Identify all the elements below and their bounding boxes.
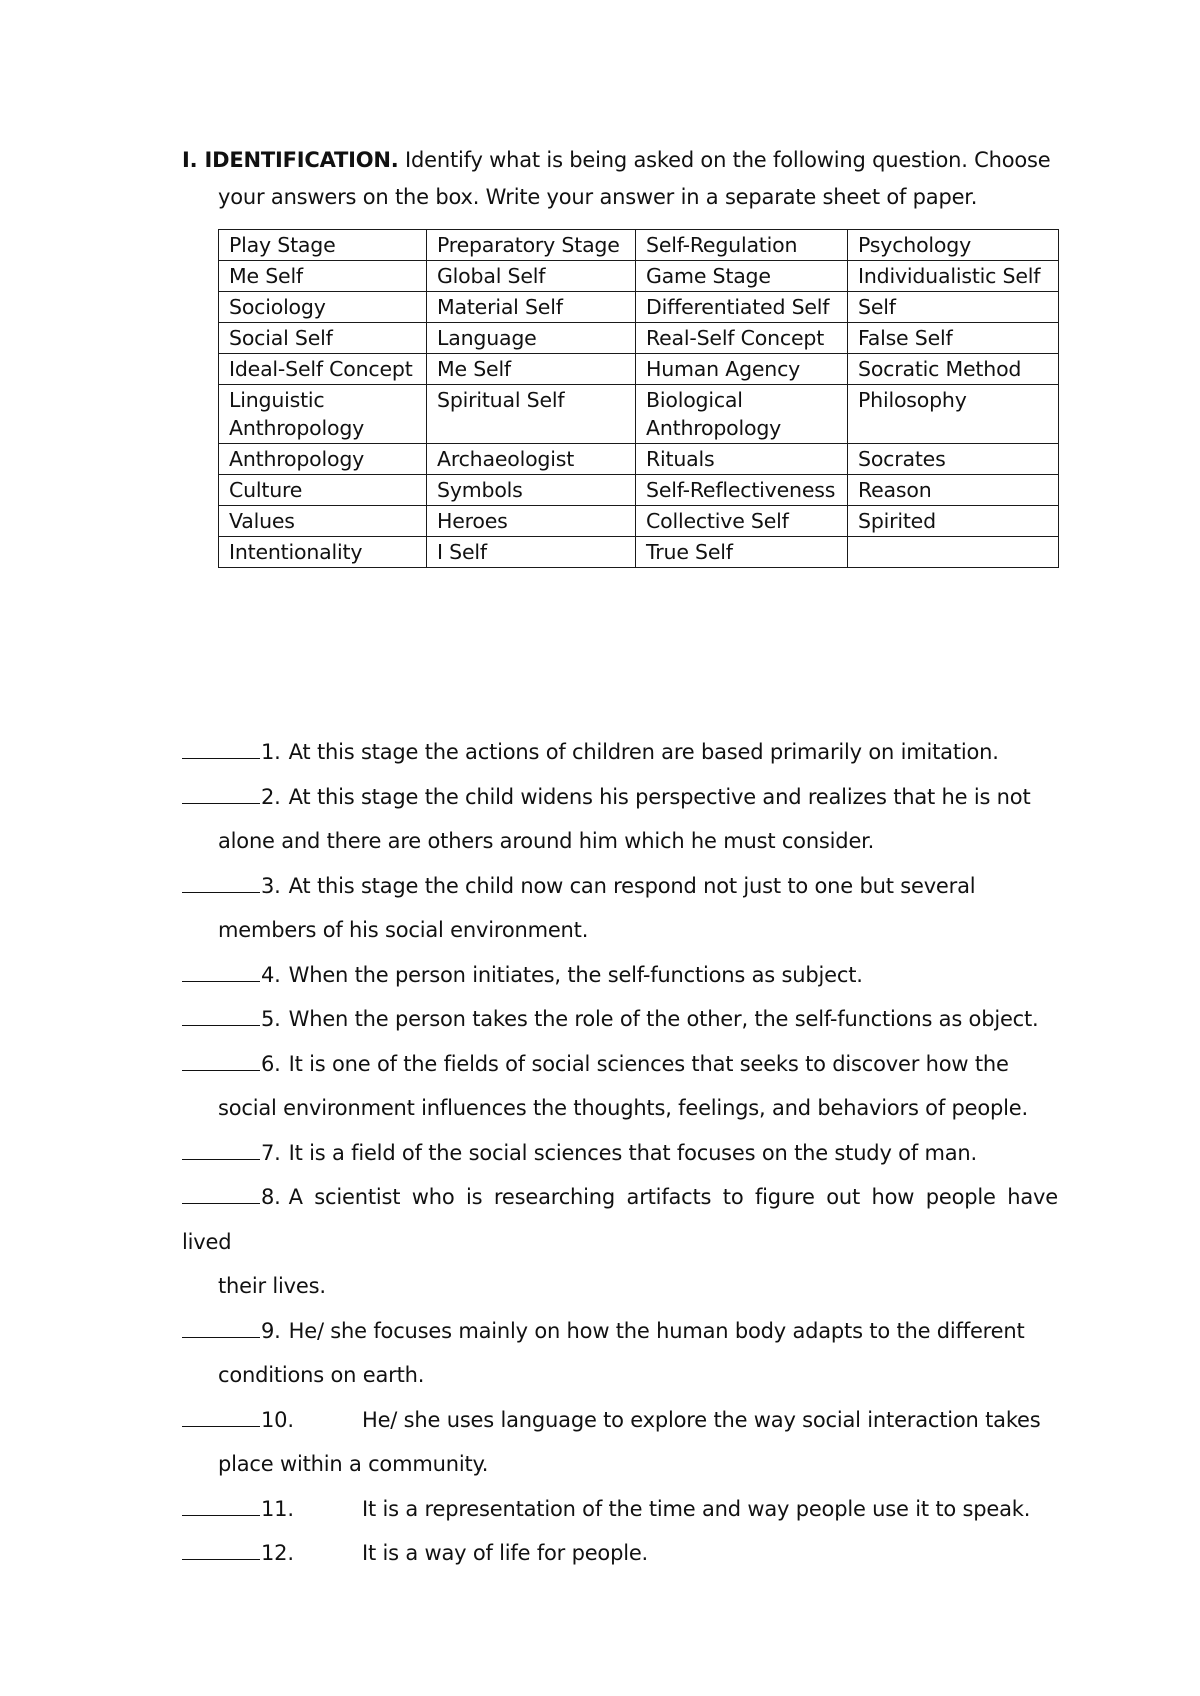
- question-number: 6.: [261, 1051, 281, 1076]
- question-item: [182, 1131, 1058, 1176]
- answer-cell: Sociology: [219, 292, 427, 323]
- question-text: It is a way of life for people.: [362, 1541, 649, 1565]
- answer-cell: Philosophy: [848, 385, 1059, 444]
- answer-cell: Human Agency: [636, 354, 848, 385]
- question-text: It is one of the fields of social sciences that seeks to discover how the: [288, 1051, 1009, 1076]
- question-item: [182, 1175, 1058, 1309]
- question-text: He/ she uses language to explore the way social interaction takes: [362, 1407, 1041, 1432]
- answer-cell: Socrates: [848, 444, 1059, 475]
- answer-cell: Social Self: [219, 323, 427, 354]
- answer-blank[interactable]: [182, 963, 260, 982]
- answer-cell: Socratic Method: [848, 354, 1059, 385]
- answer-row: [219, 475, 1059, 506]
- answer-blank[interactable]: [182, 1497, 260, 1516]
- answer-cell: Collective Self: [636, 506, 848, 537]
- answer-row: [219, 506, 1059, 537]
- answer-row: [219, 292, 1059, 323]
- question-item: [182, 1487, 1058, 1532]
- answer-cell: Real-Self Concept: [636, 323, 848, 354]
- answer-cell: Self-Reflectiveness: [636, 475, 848, 506]
- answer-blank[interactable]: [182, 1007, 260, 1026]
- answer-cell: Spirited: [848, 506, 1059, 537]
- answer-cell: Preparatory Stage: [427, 230, 636, 261]
- question-text: When the person takes the role of the other, the self-functions as object.: [288, 1007, 1039, 1031]
- instructions-line-1: Identify what is being asked on the following question. Choose: [398, 148, 1051, 172]
- question-item: [182, 1042, 1058, 1131]
- answer-blank[interactable]: [182, 1319, 260, 1338]
- question-text-continued: conditions on earth.: [218, 1363, 425, 1387]
- answer-cell: Individualistic Self: [848, 261, 1059, 292]
- question-number: 7.: [261, 1140, 281, 1165]
- question-item: [182, 1398, 1058, 1487]
- question-item: [182, 864, 1058, 953]
- question-text-continued: their lives.: [218, 1274, 326, 1298]
- answer-cell: Biological Anthropology: [636, 385, 848, 444]
- answer-choices-table: [218, 229, 1059, 568]
- question-text-continued: alone and there are others around him which he must consider.: [218, 829, 875, 853]
- answer-cell: Reason: [848, 475, 1059, 506]
- answer-blank[interactable]: [182, 1141, 260, 1160]
- question-number: 1.: [261, 740, 281, 764]
- question-text-continued: place within a community.: [218, 1452, 489, 1476]
- question-number: 9.: [261, 1318, 281, 1343]
- question-item: [182, 953, 1058, 998]
- question-text: It is a field of the social sciences that focuses on the study of man.: [288, 1140, 977, 1165]
- answer-cell: Psychology: [848, 230, 1059, 261]
- answer-blank[interactable]: [182, 740, 260, 759]
- answer-cell: Intentionality: [219, 537, 427, 568]
- question-number: 3.: [261, 873, 281, 898]
- question-text: At this stage the child now can respond not just to one but several: [288, 873, 976, 898]
- question-number: 8.: [261, 1185, 281, 1209]
- answer-row: [219, 354, 1059, 385]
- question-text-continued: social environment influences the thoughts, feelings, and behaviors of people.: [218, 1096, 1028, 1120]
- question-item: [182, 730, 1058, 775]
- answer-cell: Language: [427, 323, 636, 354]
- answer-cell: I Self: [427, 537, 636, 568]
- answer-cell: True Self: [636, 537, 848, 568]
- answer-cell: Differentiated Self: [636, 292, 848, 323]
- question-number: 5.: [261, 1007, 281, 1031]
- answer-cell: False Self: [848, 323, 1059, 354]
- answer-cell: Spiritual Self: [427, 385, 636, 444]
- answer-cell: Me Self: [219, 261, 427, 292]
- answer-cell: Me Self: [427, 354, 636, 385]
- answer-cell: Culture: [219, 475, 427, 506]
- answer-cell: Anthropology: [219, 444, 427, 475]
- question-text: At this stage the actions of children are based primarily on imitation.: [288, 740, 999, 764]
- question-item: [182, 1531, 1058, 1576]
- question-number: 10.: [261, 1407, 294, 1432]
- answer-cell: Values: [219, 506, 427, 537]
- answer-row: [219, 385, 1059, 444]
- question-text: He/ she focuses mainly on how the human body adapts to the different: [288, 1318, 1025, 1343]
- answer-blank[interactable]: [182, 1185, 260, 1204]
- question-text: It is a representation of the time and way people use it to speak.: [362, 1496, 1031, 1521]
- answer-blank[interactable]: [182, 1052, 260, 1071]
- question-item: [182, 1309, 1058, 1398]
- answer-cell: Self: [848, 292, 1059, 323]
- questions-list: [182, 730, 1058, 1576]
- answer-cell: [848, 537, 1059, 568]
- question-number: 11.: [261, 1496, 294, 1521]
- answer-cell: Linguistic Anthropology: [219, 385, 427, 444]
- answer-row: [219, 323, 1059, 354]
- section-heading: I. IDENTIFICATION.: [182, 148, 399, 172]
- instructions-line-2: your answers on the box. Write your answer in a separate sheet of paper.: [218, 185, 978, 209]
- question-item: [182, 997, 1058, 1042]
- answer-cell: Rituals: [636, 444, 848, 475]
- answer-cell: Self-Regulation: [636, 230, 848, 261]
- answer-cell: Archaeologist: [427, 444, 636, 475]
- answer-blank[interactable]: [182, 1541, 260, 1560]
- answer-cell: Material Self: [427, 292, 636, 323]
- question-text: A scientist who is researching artifacts to figure out how people have lived: [182, 1185, 1058, 1254]
- answer-cell: Global Self: [427, 261, 636, 292]
- answer-cell: Play Stage: [219, 230, 427, 261]
- answer-cell: Game Stage: [636, 261, 848, 292]
- question-item: [182, 775, 1058, 864]
- answer-blank[interactable]: [182, 1408, 260, 1427]
- answer-blank[interactable]: [182, 874, 260, 893]
- answer-cell: Heroes: [427, 506, 636, 537]
- answer-row: [219, 261, 1059, 292]
- answer-cell: Symbols: [427, 475, 636, 506]
- question-number: 12.: [261, 1541, 294, 1565]
- question-text: At this stage the child widens his perspective and realizes that he is not: [288, 784, 1031, 809]
- answer-row: [219, 230, 1059, 261]
- question-number: 2.: [261, 784, 281, 809]
- answer-blank[interactable]: [182, 785, 260, 804]
- answer-cell: Ideal-Self Concept: [219, 354, 427, 385]
- question-text: When the person initiates, the self-functions as subject.: [288, 962, 863, 987]
- instructions: [182, 142, 1062, 216]
- question-number: 4.: [261, 962, 281, 987]
- answer-row: [219, 537, 1059, 568]
- question-text-continued: members of his social environment.: [218, 918, 589, 942]
- answer-row: [219, 444, 1059, 475]
